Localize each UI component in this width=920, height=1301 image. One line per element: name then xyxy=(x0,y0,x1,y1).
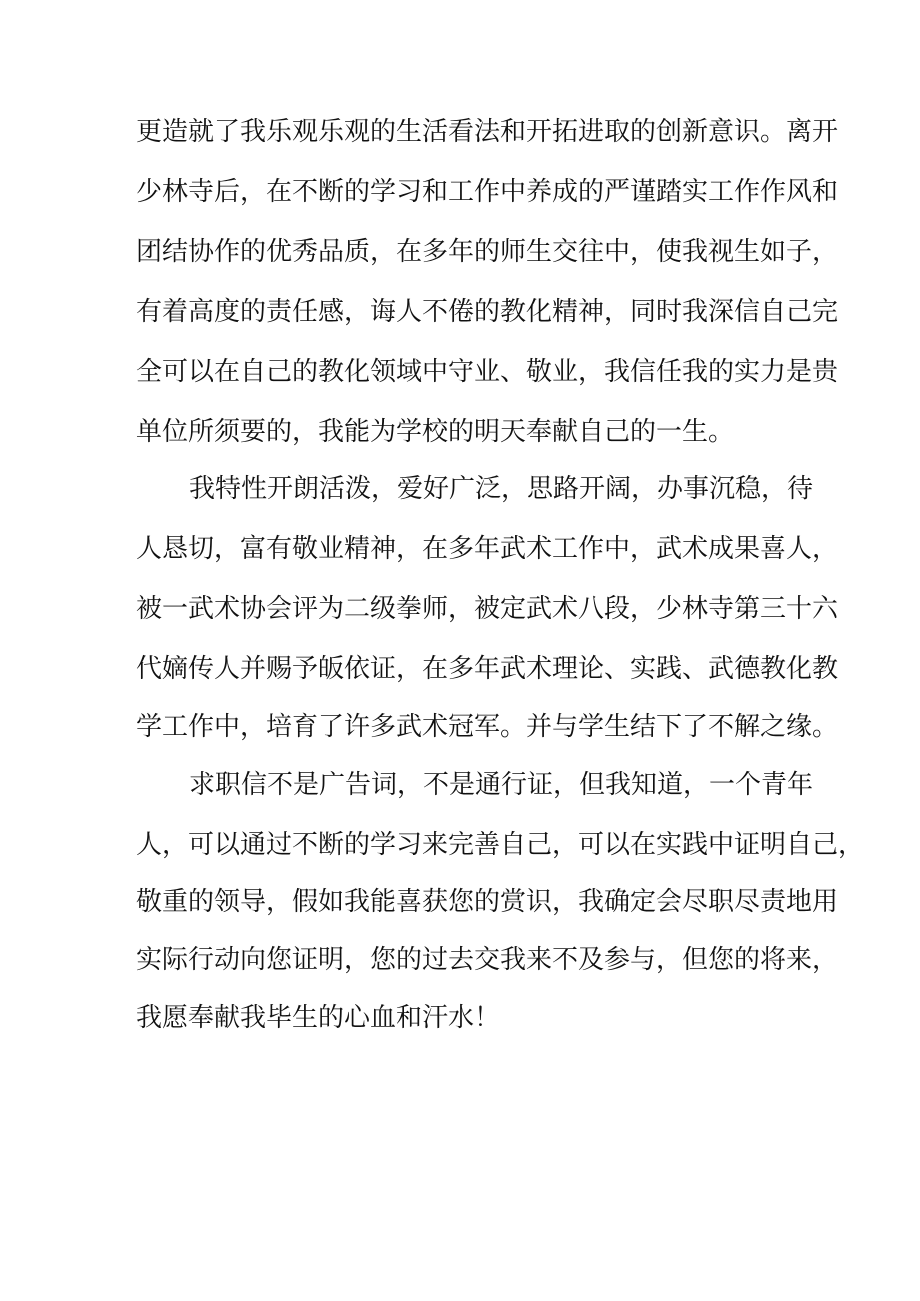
paragraph-line: 实际行动向您证明，您的过去交我来不及参与，但您的将来， xyxy=(136,945,839,975)
paragraph-line: 被一武术协会评为二级拳师，被定武术八段，少林寺第三十六 xyxy=(136,594,839,624)
paragraph-line: 求职信不是广告词，不是通行证，但我知道，一个青年 xyxy=(189,770,814,800)
paragraph-line: 人恳切，富有敬业精神，在多年武术工作中，武术成果喜人， xyxy=(136,534,839,564)
paragraph-line: 学工作中，培育了许多武术冠军。并与学生结下了不解之缘。 xyxy=(136,712,839,742)
paragraph-line: 更造就了我乐观乐观的生活看法和开拓进取的创新意识。离开 xyxy=(136,117,839,147)
paragraph-line: 我特性开朗活泼，爱好广泛，思路开阔，办事沉稳，待 xyxy=(189,474,814,504)
paragraph-line: 代嫡传人并赐予皈依证，在多年武术理论、实践、武德教化教 xyxy=(136,654,839,684)
paragraph-line: 全可以在自己的教化领域中守业、敬业，我信任我的实力是贵 xyxy=(136,357,839,387)
paragraph-line: 少林寺后，在不断的学习和工作中养成的严谨踏实工作作风和 xyxy=(136,177,839,207)
paragraph-line: 单位所须要的，我能为学校的明天奉献自己的一生。 xyxy=(136,417,735,447)
paragraph-line: 人，可以通过不断的学习来完善自己，可以在实践中证明自己， xyxy=(136,830,865,860)
paragraph-line: 我愿奉献我毕生的心血和汗水！ xyxy=(136,1003,501,1033)
paragraph-line: 有着高度的责任感，诲人不倦的教化精神，同时我深信自己完 xyxy=(136,297,839,327)
paragraph-line: 敬重的领导，假如我能喜获您的赏识，我确定会尽职尽责地用 xyxy=(136,887,839,917)
paragraph-line: 团结协作的优秀品质，在多年的师生交往中，使我视生如子， xyxy=(136,237,839,267)
